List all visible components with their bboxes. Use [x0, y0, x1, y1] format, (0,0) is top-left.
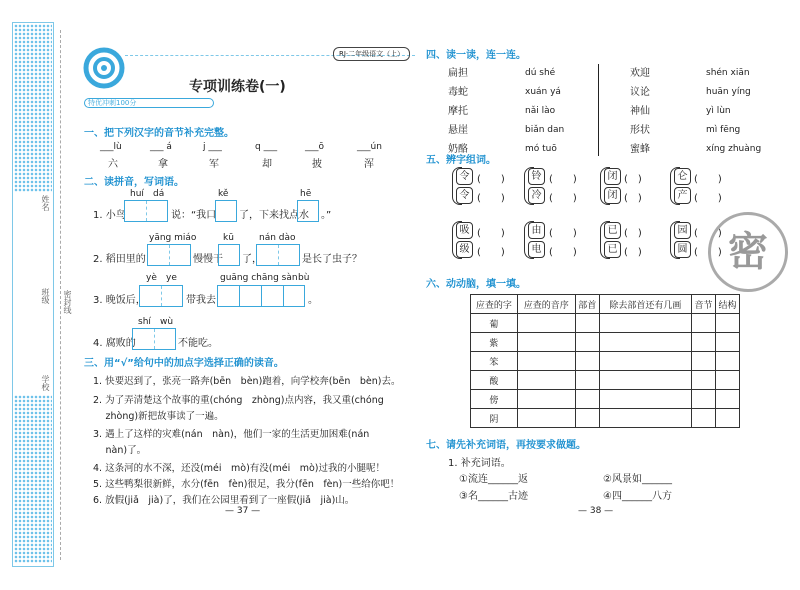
dot-pattern-bottom	[14, 395, 52, 563]
section-6-title: 六、动动脑，填一填。	[426, 279, 526, 290]
table-header: 部首	[575, 295, 599, 314]
table-cell[interactable]	[691, 390, 715, 409]
q3-py-4: bù	[298, 273, 310, 283]
page-number-left: — 37 —	[225, 506, 261, 516]
section-3-title: 三、用“√”给句中的加点字选择正确的读音。	[84, 358, 284, 369]
table-cell[interactable]	[599, 352, 691, 371]
school-label: 学校	[41, 375, 50, 391]
right-py[interactable]: yì lùn	[706, 106, 731, 116]
char-4: 却	[262, 159, 272, 170]
subtitle: 特优冲刺100分	[88, 99, 137, 107]
q3-text-3: 。	[308, 295, 318, 306]
table-cell[interactable]	[517, 314, 575, 333]
char-3: 军	[209, 159, 219, 170]
seal-stamp: 密	[708, 212, 788, 292]
table-cell[interactable]	[691, 333, 715, 352]
left-word[interactable]: 扁担	[448, 68, 468, 79]
left-py[interactable]: nǎi lào	[525, 106, 556, 116]
table-char: 葡	[471, 314, 518, 333]
q2-py-1: yāng miáo	[149, 233, 197, 243]
page-number-right: — 38 —	[578, 506, 614, 516]
q4-text-2: 不能吃。	[178, 338, 218, 349]
right-word[interactable]: 神仙	[630, 106, 650, 117]
q3-answer-grid-1[interactable]	[139, 285, 183, 307]
paren-blank[interactable]: ( )	[694, 193, 722, 204]
paren-blank[interactable]: ( )	[477, 193, 505, 204]
table-cell[interactable]	[517, 352, 575, 371]
q2-answer-grid-3[interactable]	[256, 244, 300, 266]
q1-py-da: dá	[153, 189, 165, 199]
table-cell[interactable]	[691, 314, 715, 333]
right-py[interactable]: huān yíng	[706, 87, 751, 97]
s7-subtitle: 1. 补充词语。	[448, 458, 511, 469]
char-1: 六	[108, 159, 118, 170]
lookup-table	[470, 294, 740, 428]
word-group-row-2	[452, 221, 742, 261]
q3-text-1: 3. 晚饭后，	[93, 295, 146, 306]
table-row	[471, 390, 740, 409]
char-box: 吸	[456, 222, 473, 239]
right-word[interactable]: 蜜蜂	[630, 144, 650, 155]
paren-blank[interactable]: ( )	[624, 247, 642, 258]
table-cell[interactable]	[599, 390, 691, 409]
table-header: 除去部首还有几画	[599, 295, 691, 314]
q4-answer-grid[interactable]	[132, 328, 176, 350]
table-char: 笨	[471, 352, 518, 371]
left-word[interactable]: 奶酪	[448, 144, 468, 155]
class-label: 班级	[41, 288, 50, 304]
table-char: 酸	[471, 371, 518, 390]
char-box: 级	[456, 241, 473, 258]
left-py[interactable]: dú shé	[525, 68, 556, 78]
spiral-logo	[80, 40, 128, 90]
paren-blank[interactable]: ( )	[549, 193, 577, 204]
right-word[interactable]: 欢迎	[630, 68, 650, 79]
table-cell[interactable]	[715, 371, 739, 390]
table-cell[interactable]	[575, 371, 599, 390]
q2-text-2: 慢慢干	[193, 254, 223, 265]
right-word[interactable]: 议论	[630, 87, 650, 98]
char-box: 由	[528, 222, 545, 239]
left-py[interactable]: mó tuō	[525, 144, 557, 154]
table-cell[interactable]	[575, 333, 599, 352]
table-row	[471, 314, 740, 333]
table-cell[interactable]	[599, 314, 691, 333]
char-box: 冷	[528, 187, 545, 204]
table-row	[471, 371, 740, 390]
section-7-title: 七、请先补充词语，再按要求做题。	[426, 440, 586, 451]
q1-py-he: hē	[300, 189, 312, 199]
s3-item-6: 6. 放假(jiǎ jià)了，我们在公园里看到了一座假(jiǎ jià)山。	[93, 495, 355, 506]
right-py[interactable]: xíng zhuàng	[706, 144, 762, 154]
left-pinyin	[525, 64, 564, 159]
char-box: 已	[604, 222, 621, 239]
column-divider	[598, 64, 599, 156]
table-cell[interactable]	[517, 390, 575, 409]
char-6: 浑	[364, 159, 374, 170]
paren-blank[interactable]: ( )	[624, 193, 642, 204]
char-box: 闭	[604, 187, 621, 204]
q1-text-1: 1. 小鸟	[93, 210, 126, 221]
char-5: 披	[312, 159, 322, 170]
table-char: 傍	[471, 390, 518, 409]
left-word[interactable]: 悬崖	[448, 125, 468, 136]
q2-text-3: 了，	[242, 254, 262, 265]
q4-py-2: wù	[160, 317, 174, 327]
left-py[interactable]: biǎn dan	[525, 125, 565, 135]
char-box: 电	[528, 241, 545, 258]
idiom-3[interactable]: ③名______古迹	[459, 491, 528, 502]
pinyin-3: j ___	[203, 142, 222, 152]
idiom-2[interactable]: ②风景如______	[603, 474, 672, 485]
pinyin-1: ___lù	[100, 142, 122, 152]
q4-text-1: 4. 腐败的	[93, 338, 136, 349]
left-word[interactable]: 毒蛇	[448, 87, 468, 98]
q1-text-2: 说：“我口	[171, 210, 217, 221]
table-header: 结构	[715, 295, 739, 314]
s3-item-3-cont: nàn)了。	[93, 445, 147, 456]
left-py[interactable]: xuán yá	[525, 87, 561, 97]
q2-py-3: nán dào	[259, 233, 296, 243]
char-box: 园	[674, 222, 691, 239]
paren-blank[interactable]: ( )	[694, 174, 722, 185]
s3-item-4: 4. 这条河的水不深，还没(méi mò)有没(méi mò)过我的小腿呢！	[93, 463, 386, 474]
s3-item-5: 5. 这些鸭梨很新鲜，水分(fēn fèn)很足，我分(fēn fèn)一些给你吧！	[93, 479, 400, 490]
right-words	[630, 64, 650, 159]
dot-pattern-top	[14, 24, 52, 192]
section-4-title: 四、读一读，连一连。	[426, 50, 526, 61]
paren-blank[interactable]: ( )	[694, 228, 722, 239]
table-cell[interactable]	[715, 409, 739, 428]
q2-answer-grid-1[interactable]	[147, 244, 191, 266]
table-char: 阴	[471, 409, 518, 428]
right-pinyin	[706, 64, 761, 159]
section-2-title: 二、读拼音，写词语。	[84, 177, 184, 188]
table-cell[interactable]	[575, 409, 599, 428]
table-cell[interactable]	[517, 333, 575, 352]
char-box: 令	[456, 187, 473, 204]
paren-blank[interactable]: ( )	[549, 228, 577, 239]
q3-answer-grid-2[interactable]	[217, 285, 305, 307]
q2-py-2: kū	[223, 233, 234, 243]
grade-tag: RJ·二年级语文（上）	[333, 47, 410, 61]
right-word[interactable]: 形状	[630, 125, 650, 136]
q1-answer-grid-2[interactable]	[215, 200, 237, 222]
q1-text-3: 了，下来找点水	[239, 210, 309, 221]
paren-blank[interactable]: ( )	[549, 247, 577, 258]
left-word[interactable]: 摩托	[448, 106, 468, 117]
paren-blank[interactable]: ( )	[477, 228, 505, 239]
table-cell[interactable]	[599, 409, 691, 428]
table-cell[interactable]	[575, 352, 599, 371]
pinyin-6: ___ún	[357, 142, 382, 152]
table-cell[interactable]	[715, 390, 739, 409]
q2-text-4: 是长了虫子？	[302, 254, 362, 265]
char-box: 已	[604, 241, 621, 258]
table-row	[471, 352, 740, 371]
table-cell[interactable]	[715, 333, 739, 352]
paren-blank[interactable]: ( )	[549, 174, 577, 185]
table-cell[interactable]	[691, 352, 715, 371]
paren-blank[interactable]: ( )	[624, 228, 642, 239]
table-cell[interactable]	[517, 409, 575, 428]
q2-answer-grid-2[interactable]	[218, 244, 240, 266]
table-cell[interactable]	[715, 352, 739, 371]
table-cell[interactable]	[599, 371, 691, 390]
q1-answer-grid-3[interactable]	[297, 200, 319, 222]
table-char: 紫	[471, 333, 518, 352]
word-group-row-1	[452, 167, 742, 207]
q1-answer-grid-1[interactable]	[124, 200, 168, 222]
table-cell[interactable]	[575, 390, 599, 409]
q3-py-2: ye	[166, 273, 177, 283]
table-header: 音节	[691, 295, 715, 314]
char-box: 闭	[604, 168, 621, 185]
right-py[interactable]: shén xiān	[706, 68, 750, 78]
section-1-title: 一、把下列汉字的音节补充完整。	[84, 128, 234, 139]
paren-blank[interactable]: ( )	[694, 247, 722, 258]
q1-text-4: 。”	[321, 210, 332, 221]
table-header: 应查的字	[471, 295, 518, 314]
q3-py-1: yè	[146, 273, 157, 283]
left-words	[448, 64, 468, 159]
s3-item-1: 1. 快要迟到了，张亮一路奔(bēn bèn)跑着，向学校奔(bēn bèn)去。	[93, 376, 401, 387]
table-cell[interactable]	[575, 314, 599, 333]
table-header: 应查的音序	[517, 295, 575, 314]
char-box: 产	[674, 187, 691, 204]
section-5-title: 五、辨字组词。	[426, 155, 496, 166]
q3-py-3: guāng chāng sàn	[220, 273, 298, 283]
q1-py-ke: kě	[218, 189, 229, 199]
idiom-4[interactable]: ④四______八方	[603, 491, 672, 502]
q2-text-1: 2. 稻田里的	[93, 254, 146, 265]
table-row	[471, 409, 740, 428]
paren-blank[interactable]: ( )	[624, 174, 642, 185]
table-cell[interactable]	[715, 314, 739, 333]
page-title: 专项训练卷(一)	[189, 79, 286, 95]
char-box: 仑	[674, 168, 691, 185]
idiom-1[interactable]: ①流连______返	[459, 474, 528, 485]
s3-item-3: 3. 遇上了这样的灾难(nán nàn)，他们一家的生活更加困难(nán	[93, 429, 370, 440]
table-cell[interactable]	[691, 371, 715, 390]
table-header-row	[471, 295, 740, 314]
char-box: 圆	[674, 241, 691, 258]
char-box: 令	[456, 168, 473, 185]
pinyin-4: q ___	[255, 142, 278, 152]
table-cell[interactable]	[517, 371, 575, 390]
pinyin-2: ___ á	[150, 142, 172, 152]
table-row	[471, 333, 740, 352]
q3-text-2: 带我去	[186, 295, 216, 306]
s3-item-2: 2. 为了弄清楚这个故事的重(chóng zhòng)点内容，我又重(chóng	[93, 395, 384, 406]
char-2: 拿	[158, 159, 168, 170]
table-cell[interactable]	[691, 409, 715, 428]
table-cell[interactable]	[599, 333, 691, 352]
binding-line	[60, 30, 61, 560]
q1-py-hui: huí	[130, 189, 144, 199]
seal-line-label: 密封线	[63, 290, 72, 314]
name-label: 姓名	[41, 195, 50, 211]
paren-blank[interactable]: ( )	[477, 247, 505, 258]
pinyin-5: ___ō	[305, 142, 325, 152]
paren-blank[interactable]: ( )	[477, 174, 505, 185]
q4-py-1: shí	[138, 317, 151, 327]
char-box: 铃	[528, 168, 545, 185]
right-py[interactable]: mì fēng	[706, 125, 741, 135]
s3-item-2-cont: zhòng)新把故事读了一遍。	[93, 411, 224, 422]
